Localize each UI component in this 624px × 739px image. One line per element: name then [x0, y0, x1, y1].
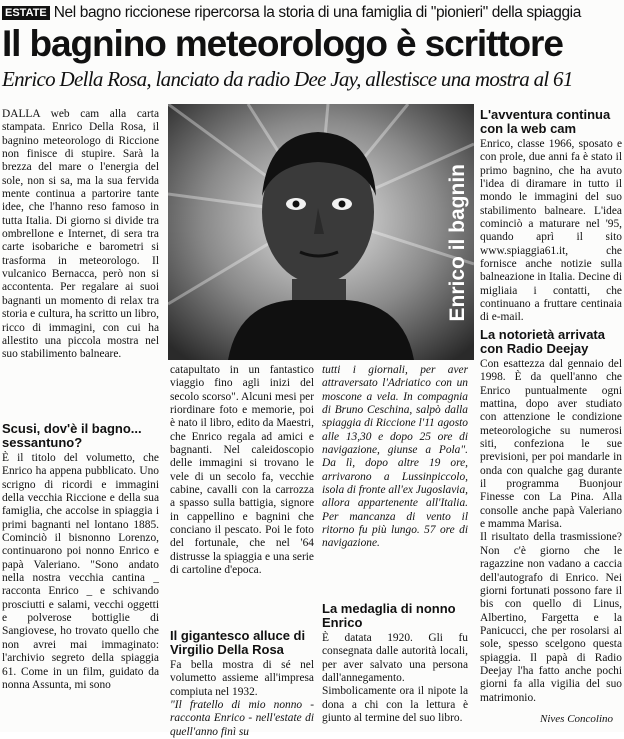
column-1-intro [2, 108, 159, 362]
paragraph: È datata 1920. Gli fu consegnata dalle autorità locali, per aver salvato una persona dall'annegamento. Simbolicamente ora il nipote la dona a chi con la lettura è giunto al termine del suo libro. [322, 632, 468, 725]
paragraph: Con esattezza dal gennaio del 1998. È da quell'anno che Enrico puntualmente ogni mattina, dopo aver studiato con attenzione le condizione meteorologiche su numerosi siti, confeziona le sue previsioni, per poi mandarle in onda con qualche gag durante il programma Buonjour Finesse con La Pina. Alla consolle anche papà Valeriano e mamma Marisa. [480, 358, 622, 531]
portrait-photo [168, 104, 474, 360]
byline: Nives Concolino [540, 713, 614, 725]
subheading: La medaglia di nonno Enrico [322, 601, 456, 630]
section-tag: ESTATE [2, 6, 50, 20]
paragraph: tutti i giornali, per aver attraversato l'Adriatico con un moscone a vela. In compagnia di Bruno Ceschina, salpò dalla spiaggia di Riccione l'11 agosto alle 13,30 e dopo 25 ore di navigazione, giunse a Pola". Da lì, dopo altre 19 ore, arrivarono a Lussinpiccolo, isola di fronte all'ex Jugoslavia, allora appartenente all'Italia. Per mancanza di vento il ritorno fu più lungo. 57 ore di navigazione. [322, 364, 468, 550]
column-3 [322, 364, 468, 551]
column-1-section [2, 416, 159, 692]
kicker-line [2, 2, 622, 24]
paragraph: Fa bella mostra di sé nel volumetto assieme all'impresa compiuta nel 1932. [170, 659, 314, 698]
photo-caption-label: Enrico il bagnin [446, 164, 469, 322]
column-2 [170, 364, 314, 578]
column-2-section [170, 623, 314, 739]
paragraph: Il risultato della trasmissione? Non c'è giorno che le ragazzine non vadano a caccia dell'autografo di Enrico. Nei giorni fortunati possono fare il bis con quello di Linus, Albertino, Fargetta e la Panicucci, che per rosolarsi al sole, spesso scelgono questa spiaggia. Il papà di Radio Deejay l'ha fatto anche pochi giorni fa alla vigilia del suo matrimonio. [480, 531, 622, 704]
subheading: L'avventura continua con la web cam [480, 107, 611, 136]
portrait-illustration [168, 104, 474, 360]
paragraph: Enrico, classe 1966, sposato e con prole, due anni fa è stato il primo bagnino, che ha avuto l'idea di diramare in tutto il mondo le immagini del suo stabilimento balneare. L'idea cominciò a maturare nel '95, quando aprì il sito www.spiaggia61.it, che fornisce anche notizie sulla balneazione in Italia. Decine di migliaia i contatti, che continuano a fruttare centinaia di e-mail. [480, 138, 622, 324]
subheading: Scusi, dov'è il bagno... sessantuno? [2, 421, 142, 450]
paragraph: È il titolo del volumetto, che Enrico ha appena pubblicato. Uno scrigno di ricordi e immagini della vecchia Riccione e della sua famiglia, che accolse in spiaggia i primi bagnanti nel lontano 1885. Cominciò il bisnonno Lorenzo, continuarono poi nonno Enrico e papà Valeriano. "Sono andato nella nostra vecchia cantina _ racconta Enrico _ e schivando prosciutti e salami, vecchi oggetti e polverose bottiglie di Sangiovese, ho trovato quello che non avrei mai immaginato: l'archivio segreto della spiaggia 61. Come in un film, guidato da nonna Assunta, mi sono [2, 452, 159, 691]
column-4-top [480, 108, 622, 325]
subheading: La notorietà arrivata con Radio Deejay [480, 327, 605, 356]
deck-subtitle: Enrico Della Rosa, lanciato da radio Dee Jay, allestisce una mostra al 61 [2, 67, 573, 91]
paragraph: "Il fratello di mio nonno - racconta Enrico - nell'estate di quell'anno finì su [170, 699, 314, 738]
paragraph: catapultato in un fantastico viaggio fino agli inizi del secolo scorso". Alcuni mesi per riordinare foto e memorie, poi è nato il libro, edito da Maestri, che Enrico regala ad amici e bagnanti. Nel caleidoscopio delle immagini si trovano le vele di un secolo fa, vecchie cabine, cavalli con la carrozza a spasso sulla battigia, signore in cappellino e bagnini che conciano il pescato. Poi le foto del fortunale, che nel '64 distrusse la spiaggia e una serie di cartoline d'epoca. [170, 364, 314, 577]
column-4-section [480, 322, 622, 705]
subheading: Il gigantesco alluce di Virgilio Della Rosa [170, 628, 306, 657]
headline: Il bagnino meteorologo è scrittore [2, 23, 563, 64]
column-3-section [322, 596, 468, 725]
paragraph: DALLA web cam alla carta stampata. Enrico Della Rosa, il bagnino meteorologo di Riccione non finisce di stupire. Sarà la brezza del mare o l'energia del sole, non si sa, ma la sua fervida mente continua a partorire tante idee, che l'hanno reso famoso in tutta Italia. Di giorno si divide tra ombrellone e Internet, di sera tra carte isobariche e barometri si trasforma in meteorologo. Il vulcanico Bernacca, però non si accontenta. Per regalare ai suoi bagnanti un momento di relax tra storia e cultura, ha scritto un libro, ricco di immagini, con cui ha allestito una piccola mostra nel suo stabilimento balneare. [2, 108, 159, 361]
kicker-text: Nel bagno riccionese ripercorsa la storia di una famiglia di "pionieri" della spiaggia [53, 4, 581, 21]
